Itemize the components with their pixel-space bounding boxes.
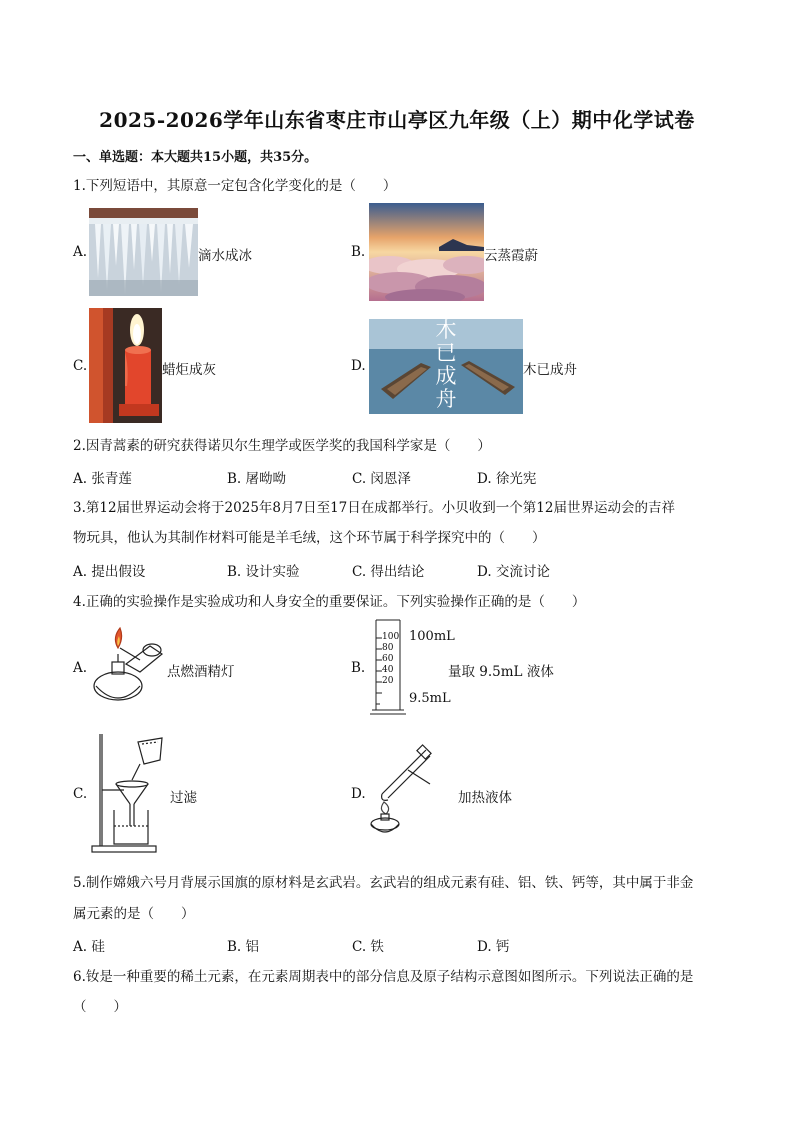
question-3-stem-line-1: 3.第12届世界运动会将于2025年8月7日至17日在成都举行。小贝收到一个第12届世界运动会的吉祥 bbox=[73, 500, 675, 516]
question-3-stem-line-2: 物玩具，他认为其制作材料可能是羊毛绒，这个环节属于科学探究中的（ ） bbox=[73, 530, 546, 546]
question-6-stem-line-2: （ ） bbox=[73, 999, 127, 1015]
q3-option-a[interactable]: A. 提出假设 bbox=[73, 564, 146, 580]
q4-option-b-letter[interactable]: B. bbox=[351, 660, 366, 676]
q5-option-d[interactable]: D. 钙 bbox=[477, 939, 510, 955]
section-heading: 一、单选题：本大题共15小题，共35分。 bbox=[73, 150, 318, 165]
cylinder-capacity-label: 100mL bbox=[409, 629, 455, 644]
q1-option-d-letter[interactable]: D. bbox=[351, 358, 366, 374]
q3-option-c[interactable]: C. 得出结论 bbox=[352, 564, 425, 580]
question-5-stem-line-1: 5.制作嫦娥六号月背展示国旗的原材料是玄武岩。玄武岩的组成元素有硅、铝、铁、钙等，其中属于非金 bbox=[73, 875, 694, 891]
q2-option-c[interactable]: C. 闵恩泽 bbox=[352, 471, 411, 487]
q4-option-b-text: 量取 9.5mL 液体 bbox=[448, 664, 554, 680]
q1-option-c-text: 蜡炬成灰 bbox=[162, 362, 216, 378]
q1-option-b-letter[interactable]: B. bbox=[351, 244, 366, 260]
boats-image bbox=[369, 319, 523, 414]
q2-option-d[interactable]: D. 徐光宪 bbox=[477, 471, 537, 487]
q3-option-d[interactable]: D. 交流讨论 bbox=[477, 564, 550, 580]
cylinder-tick-20: 20 bbox=[382, 676, 394, 686]
q4-option-d-letter[interactable]: D. bbox=[351, 786, 366, 802]
question-4-stem: 4.正确的实验操作是实验成功和人身安全的重要保证。下列实验操作正确的是（ ） bbox=[73, 594, 586, 610]
q2-option-b[interactable]: B. 屠呦呦 bbox=[227, 471, 287, 487]
cylinder-tick-40: 40 bbox=[382, 665, 394, 675]
q1-option-d-text: 木已成舟 bbox=[523, 362, 577, 378]
question-2-stem: 2.因青蒿素的研究获得诺贝尔生理学或医学奖的我国科学家是（ ） bbox=[73, 438, 491, 454]
q1-option-b-text: 云蒸霞蔚 bbox=[484, 248, 538, 264]
heating-liquid-diagram bbox=[368, 744, 434, 840]
q4-option-c-text: 过滤 bbox=[170, 790, 197, 806]
q4-option-c-letter[interactable]: C. bbox=[73, 786, 88, 802]
boats-image-caption: 木已成舟 bbox=[435, 319, 457, 411]
cylinder-tick-60: 60 bbox=[382, 654, 394, 664]
q2-option-a[interactable]: A. 张青莲 bbox=[73, 471, 132, 487]
q5-option-a[interactable]: A. 硅 bbox=[73, 939, 105, 955]
q1-option-a-text: 滴水成冰 bbox=[198, 248, 252, 264]
cylinder-tick-80: 80 bbox=[382, 643, 394, 653]
question-1-stem: 1.下列短语中，其原意一定包含化学变化的是（ ） bbox=[73, 178, 397, 194]
graduated-cylinder-diagram bbox=[368, 618, 408, 718]
question-6-stem-line-1: 6.钕是一种重要的稀土元素，在元素周期表中的部分信息及原子结构示意图如图所示。下列说法正确的是 bbox=[73, 969, 694, 985]
q5-option-b[interactable]: B. 铝 bbox=[227, 939, 260, 955]
lighting-alcohol-lamp-diagram bbox=[90, 624, 168, 712]
sea-of-clouds-image bbox=[369, 203, 484, 301]
q4-option-a-text: 点燃酒精灯 bbox=[167, 664, 235, 680]
q1-option-a-letter[interactable]: A. bbox=[73, 244, 88, 260]
question-5-stem-line-2: 属元素的是（ ） bbox=[73, 906, 195, 922]
q5-option-c[interactable]: C. 铁 bbox=[352, 939, 384, 955]
q1-option-c-letter[interactable]: C. bbox=[73, 358, 88, 374]
cylinder-reading-label: 9.5mL bbox=[409, 691, 451, 706]
q4-option-a-letter[interactable]: A. bbox=[73, 660, 88, 676]
filtration-diagram bbox=[90, 730, 170, 856]
exam-title: 2025-2026学年山东省枣庄市山亭区九年级（上）期中化学试卷 bbox=[99, 108, 695, 132]
q4-option-d-text: 加热液体 bbox=[458, 790, 512, 806]
icicles-image bbox=[89, 208, 198, 296]
candle-image bbox=[89, 308, 162, 423]
cylinder-tick-100: 100 bbox=[382, 632, 400, 642]
q3-option-b[interactable]: B. 设计实验 bbox=[227, 564, 300, 580]
